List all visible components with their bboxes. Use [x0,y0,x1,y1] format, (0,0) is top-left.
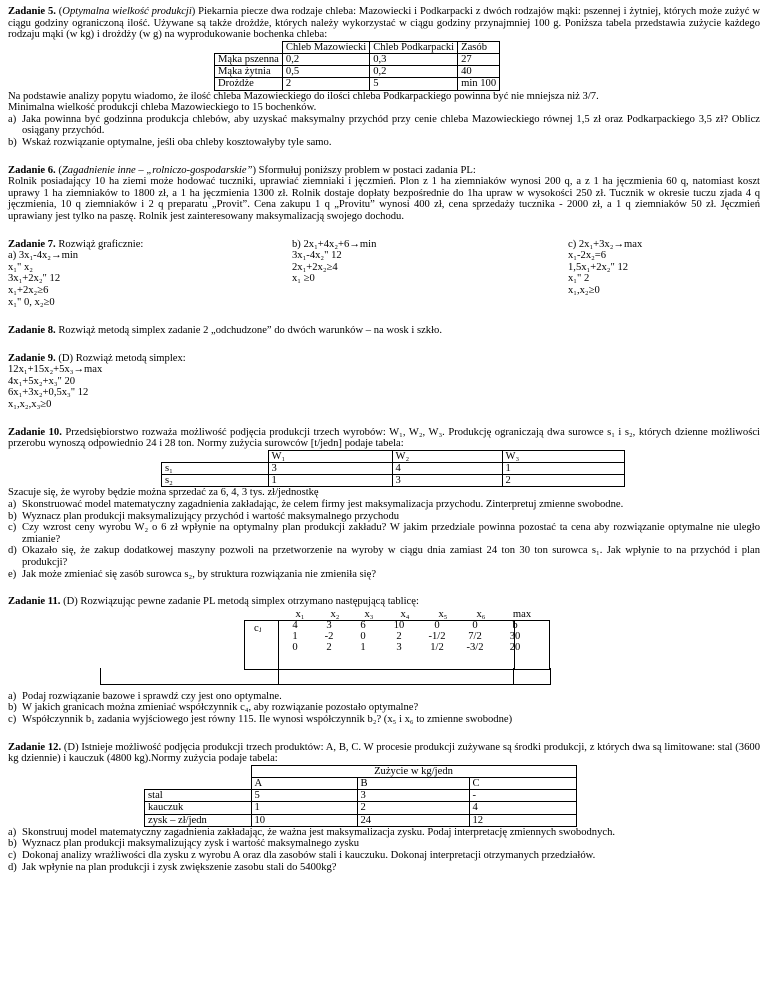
z12-item: c) Dokonaj analizy wrażliwości dla zysku z wyrobu A oraz dla zasobów stali i kauczuku. Dokonaj interpretacji otrzymanych przedziałów. [8,849,596,861]
z11-item: a) Podaj rozwiązanie bazowe i sprawdź czy jest ono optymalne. [8,690,282,702]
zadanie-8: Zadanie 8. Rozwiąż metodą simplex zadanie 2 „odchudzone” do dwóch warunków – na wosk i szkło. [8,325,442,337]
z7-col-b: b) 2x₁+4x₂+6→min 3x₁-4x₂" 12 2x₁+2x₂≥4 x₁ ≥0 [292,238,377,285]
zadanie-7 [8,239,760,309]
z11-item: b) W jakich granicach można zmieniać współczynnik c₄, aby rozwiązanie pozostało optymalne? [8,702,419,714]
zadanie-10: Zadanie 10. Przedsiębiorstwo rozważa możliwość podjęcia produkcji trzech wyrobów: W₁, W₂, W₃. Produkcję ograniczają dwa surowce s₁ i s₂, których dzienne możliwości przerobu wynoszą odpowiednio 24 i 28 ton. Normy zużycia surowców [t/jedn] podaje tabela: W₁ W₂ W₃ s₁ 3 4 1 s₂ 1 3 2 Szacuje się, że wyroby będzie można sprzedać za 6, 4, 3 tys. zł/jednostkę a) Skonstruować model matematyczny zagadnienia zakładając, że celem firmy jest maksymalizacja przychodu. Zinterpretuj zmienne swobodne. b) Wyznacz plan produkcji maksymalizujący przychód i wartość maksymalnego przychodu c) Czy wzrost ceny wyrobu W₂ o 6 zł wpłynie na optymalny plan produkcji zakładu? W jakim przedziale powinna pozostać ta cena aby rozwiązanie optymalne nie uległo zmianie? d) Okazało się, że zakup dodatkowej maszyny pozwoli na przetworzenie na wyroby w ciągu dnia zamiast 24 ton 30 ton surowca s₁. Jak wpłynie to na przychód i plan produkcji? e) Jak może zmieniać się zasób surowca s₂, by struktura rozwiązania nie zmieniła się? [8,426,760,580]
z5-after1: Na podstawie analizy popytu wiadomo, że ilość chleba Mazowieckiego do ilości chleba Podkarpackiego powinna być nie mniejsza niż 3/7. [8,90,599,102]
zadanie-12: Zadanie 12. (D) Istnieje możliwość podjęcia produkcji trzech produktów: A, B, C. W procesie produkcji zużywane są środki produkcji, z których dwa są limitowane: stal (3600 kg dziennie) i kauczuk (4800 kg).Normy zużycia podaje tabela: Zużycie w kg/jedn A B C stal 5 3 - kauczuk 1 2 4 zysk – zł/jedn 10 24 12 a) Skonstruuj model matematyczny zagadnienia zakładając, że ważna jest maksymalizacja zysku. Podaj interpretację zmiennych swobodnych. b) Wyznacz plan produkcji maksymalizujący zysk i wartość maksymalnego zysku c) Dokonaj analizy wrażliwości dla zysku z wyrobu A oraz dla zasobów stali i kauczuku. Dokonaj interpretacji otrzymanych przedziałów. d) Jak wpłynie na plan produkcji i zysk zwiększenie zasobu stali do 5400kg? [8,741,760,873]
z10-item: a) Skonstruować model matematyczny zagadnienia zakładając, że celem firmy jest maksymalizacja przychodu. Zinterpretuj zmienne swobodne. [8,499,624,511]
z12-item: b) Wyznacz plan produkcji maksymalizujący zysk i wartość maksymalnego zysku [8,838,360,850]
z5-intro: Zadanie 5. (Optymalna wielkość produkcji) Piekarnia piecze dwa rodzaje chleba: Mazowiecki i Podkarpacki z dwóch rodzajów mąki: pszennej i żytniej, których może zużyć w ciągu godziny ograniczoną ilość. Używane są także drożdże, których należy wykorzystać w ciągu godziny przynajmniej 100 g. Poniższa tabela przedstawia zużycie każdego rodzaju mąki (w kg) i drożdży (w g) na wyprodukowanie bochenka chleba: [8,6,760,41]
z10-table: W₁ W₂ W₃ s₁ 3 4 1 s₂ 1 3 2 [161,450,625,488]
z11-item: c) Współczynnik b₁ zadania wyjściowego jest równy 115. Ile wynosi współczynnik b₂? (x₅ i x₆ to zmienne swobodne) [8,713,513,725]
document-page [8,6,760,873]
z6-intro: Zadanie 6. (Zagadnienie inne – „rolniczo-gospodarskie”) Sformułuj poniższy problem w postaci zadania PL: [8,164,476,176]
z5-item-a: a) Jaka powinna być godzinna produkcja chlebów, aby uzyskać maksymalny przychód przy cenie chleba Mazowieckiego równej 1,5 zł oraz Podkarpackiego 3,5 zł? Oblicz osiągany przychód. [8,113,760,137]
simplex-table: x₁ x₂ x₃ x₄ x₅ x₆ max cⱼ 4 3 6 10 0 0 b 1 -2 0 2 -1/2 7/2 30 0 2 1 3 1/2 -3/2 20 [8,609,760,687]
z12-table: Zużycie w kg/jedn A B C stal 5 3 - kauczuk 1 2 4 zysk – zł/jedn 10 24 12 [144,765,577,827]
z7-col-c: c) 2x₁+3x₂→max x₁-2x₂=6 1,5x₁+2x₂" 12 x₁" 2 x₁,x₂≥0 [568,238,643,296]
z12-item: a) Skonstruuj model matematyczny zagadnienia zakładając, że ważna jest maksymalizacja zysku. Podaj interpretację zmiennych swobodnych. [8,826,616,838]
z10-item: d) Okazało się, że zakup dodatkowej maszyny pozwoli na przetworzenie na wyroby w ciągu dnia zamiast 24 ton 30 ton surowca s₁. Jak wpłynie to na przychód i plan produkcji? [8,545,760,569]
z6-text: Rolnik posiadający 10 ha ziemi może hodować tuczniki, uprawiać ziemniaki i jęczmień. Plon z 1 ha ziemniaków wynosi 200 q, a z 1 ha jęczmienia 60 q, natomiast koszt uprawy 1 ha ziemniaków to 1800 zł, a 1 ha jęczmienia 1300 zł. Rolnik dostaje dopłaty bezpośrednie do 1ha upraw w wysokości 250 zł. Tucznik w okresie tuczu zjada 4 q jęczmienia, 10 q ziemniaków i 2 q preparatu „Provit”. Cena zakupu 1 q „Provitu” wynosi 400 zł, cena sprzedaży tucznika - 2000 zł, a 1 q ziemniaków 50 zł. Jęczmień uprawiany jest tylko na paszę. Rolnik jest zainteresowany maksymalizacją swojego dochodu. [8,176,760,222]
zadanie-6 [8,165,760,223]
zadanie-5 [8,6,760,149]
z10-item: c) Czy wzrost ceny wyrobu W₂ o 6 zł wpłynie na optymalny plan produkcji zakładu? W jakim przedziale powinna pozostać ta cena aby rozwiązanie optymalne nie uległo zmianie? [8,522,760,545]
z12-item: d) Jak wpłynie na plan produkcji i zysk zwiększenie zasobu stali do 5400kg? [8,861,337,873]
z5-table: Chleb Mazowiecki Chleb Podkarpacki Zasób Mąka pszenna 0,2 0,3 27 Mąka żytnia 0,5 0,2 40 Drożdże 2 5 min 100 [214,41,500,91]
z10-item: b) Wyznacz plan produkcji maksymalizujący przychód i wartość maksymalnego przychodu [8,510,400,522]
z10-item: e) Jak może zmieniać się zasób surowca s₂, by struktura rozwiązania nie zmieniła się? [8,568,377,580]
zadanie-11: Zadanie 11. (D) Rozwiązując pewne zadanie PL metodą simplex otrzymano następującą tablicę: x₁ x₂ x₃ x₄ x₅ x₆ max cⱼ 4 3 6 10 0 0 b 1 -2 0 2 -1/2 7/2 30 0 2 1 3 1/2 -3/2 20 a) Podaj rozwiązanie bazowe i sprawdź czy jest ono optymalne. b) W jakich granicach można zmieniać współczynnik c₄, aby rozwiązanie pozostało optymalne? c) Współczynnik b₁ zadania wyjściowego jest równy 115. Ile wynosi współczynnik b₂? (x₅ i x₆ to zmienne swobodne) [8,596,760,725]
z7-col-a: Zadanie 7. Rozwiąż graficznie: a) 3x₁-4x₂→min x₁" x₂ 3x₁+2x₂" 12 x₁+2x₂≥6 x₁" 0, x₂≥0 [8,238,144,308]
z5-after2: Minimalna wielkość produkcji chleba Mazowieckiego to 15 bochenków. [8,102,317,114]
z5-item-b: b) Wskaż rozwiązanie optymalne, jeśli oba chleby kosztowałyby tyle samo. [8,136,332,148]
zadanie-9: Zadanie 9. (D) Rozwiąż metodą simplex: 12x₁+15x₂+5x₃→max 4x₁+5x₂+x₃" 20 6x₁+3x₂+0,5x₃" 12 x₁,x₂,x₃≥0 [8,352,186,411]
